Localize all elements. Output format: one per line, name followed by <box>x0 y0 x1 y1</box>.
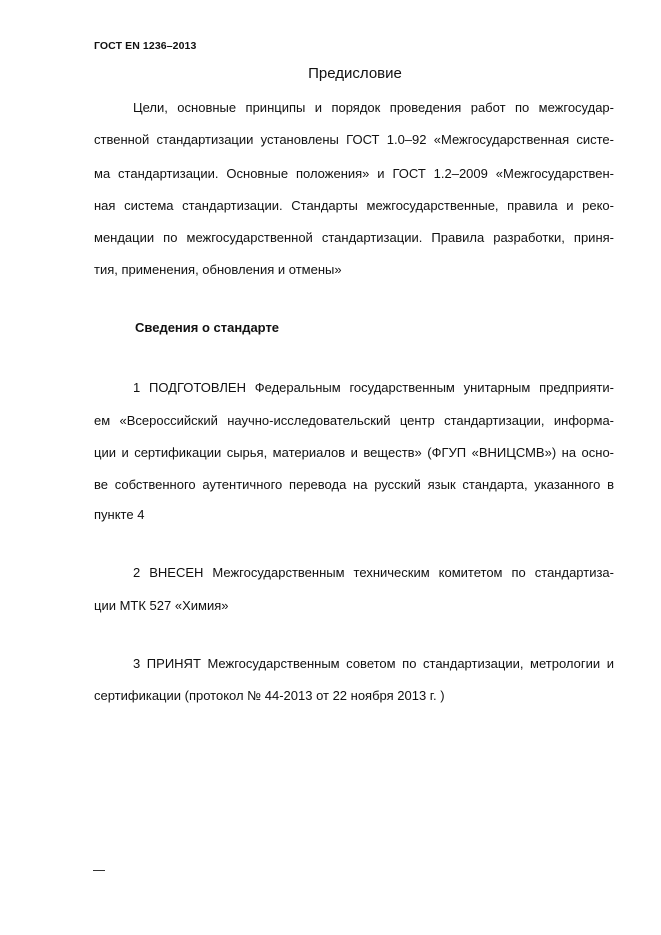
item3-line: 3 ПРИНЯТ Межгосударственным советом по стандартизации, метрологии и <box>133 656 614 671</box>
item3-line: сертификации (протокол № 44-2013 от 22 ноября 2013 г. ) <box>94 688 445 703</box>
standard-code-header: ГОСТ EN 1236–2013 <box>94 40 197 52</box>
intro-line: ственной стандартизации установлены ГОСТ 1.0–92 «Межгосударственная систе- <box>94 132 614 147</box>
section-subheading: Сведения о стандарте <box>135 320 280 335</box>
intro-line: Цели, основные принципы и порядок проведения работ по межгосудар- <box>133 100 614 115</box>
intro-line: ма стандартизации. Основные положения» и ГОСТ 1.2–2009 «Межгосударствен- <box>94 166 614 181</box>
intro-line: мендации по межгосударственной стандартизации. Правила разработки, приня- <box>94 230 614 245</box>
item2-line: ции МТК 527 «Химия» <box>94 598 229 613</box>
item1-line: 1 ПОДГОТОВЛЕН Федеральным государственным унитарным предприяти- <box>133 380 614 395</box>
intro-line: тия, применения, обновления и отмены» <box>94 262 342 277</box>
item1-line: ем «Всероссийский научно-исследовательский центр стандартизации, информа- <box>94 413 614 428</box>
item1-line: пункте 4 <box>94 507 145 522</box>
item1-line: ции и сертификации сырья, материалов и веществ» (ФГУП «ВНИЦСМВ») на осно- <box>94 445 614 460</box>
item1-line: ве собственного аутентичного перевода на русский язык стандарта, указанного в <box>94 477 614 492</box>
intro-line: ная система стандартизации. Стандарты межгосударственные, правила и реко- <box>94 198 614 213</box>
page-title: Предисловие <box>308 65 402 82</box>
item2-line: 2 ВНЕСЕН Межгосударственным техническим комитетом по стандартиза- <box>133 565 614 580</box>
page-number-mark <box>93 870 105 872</box>
